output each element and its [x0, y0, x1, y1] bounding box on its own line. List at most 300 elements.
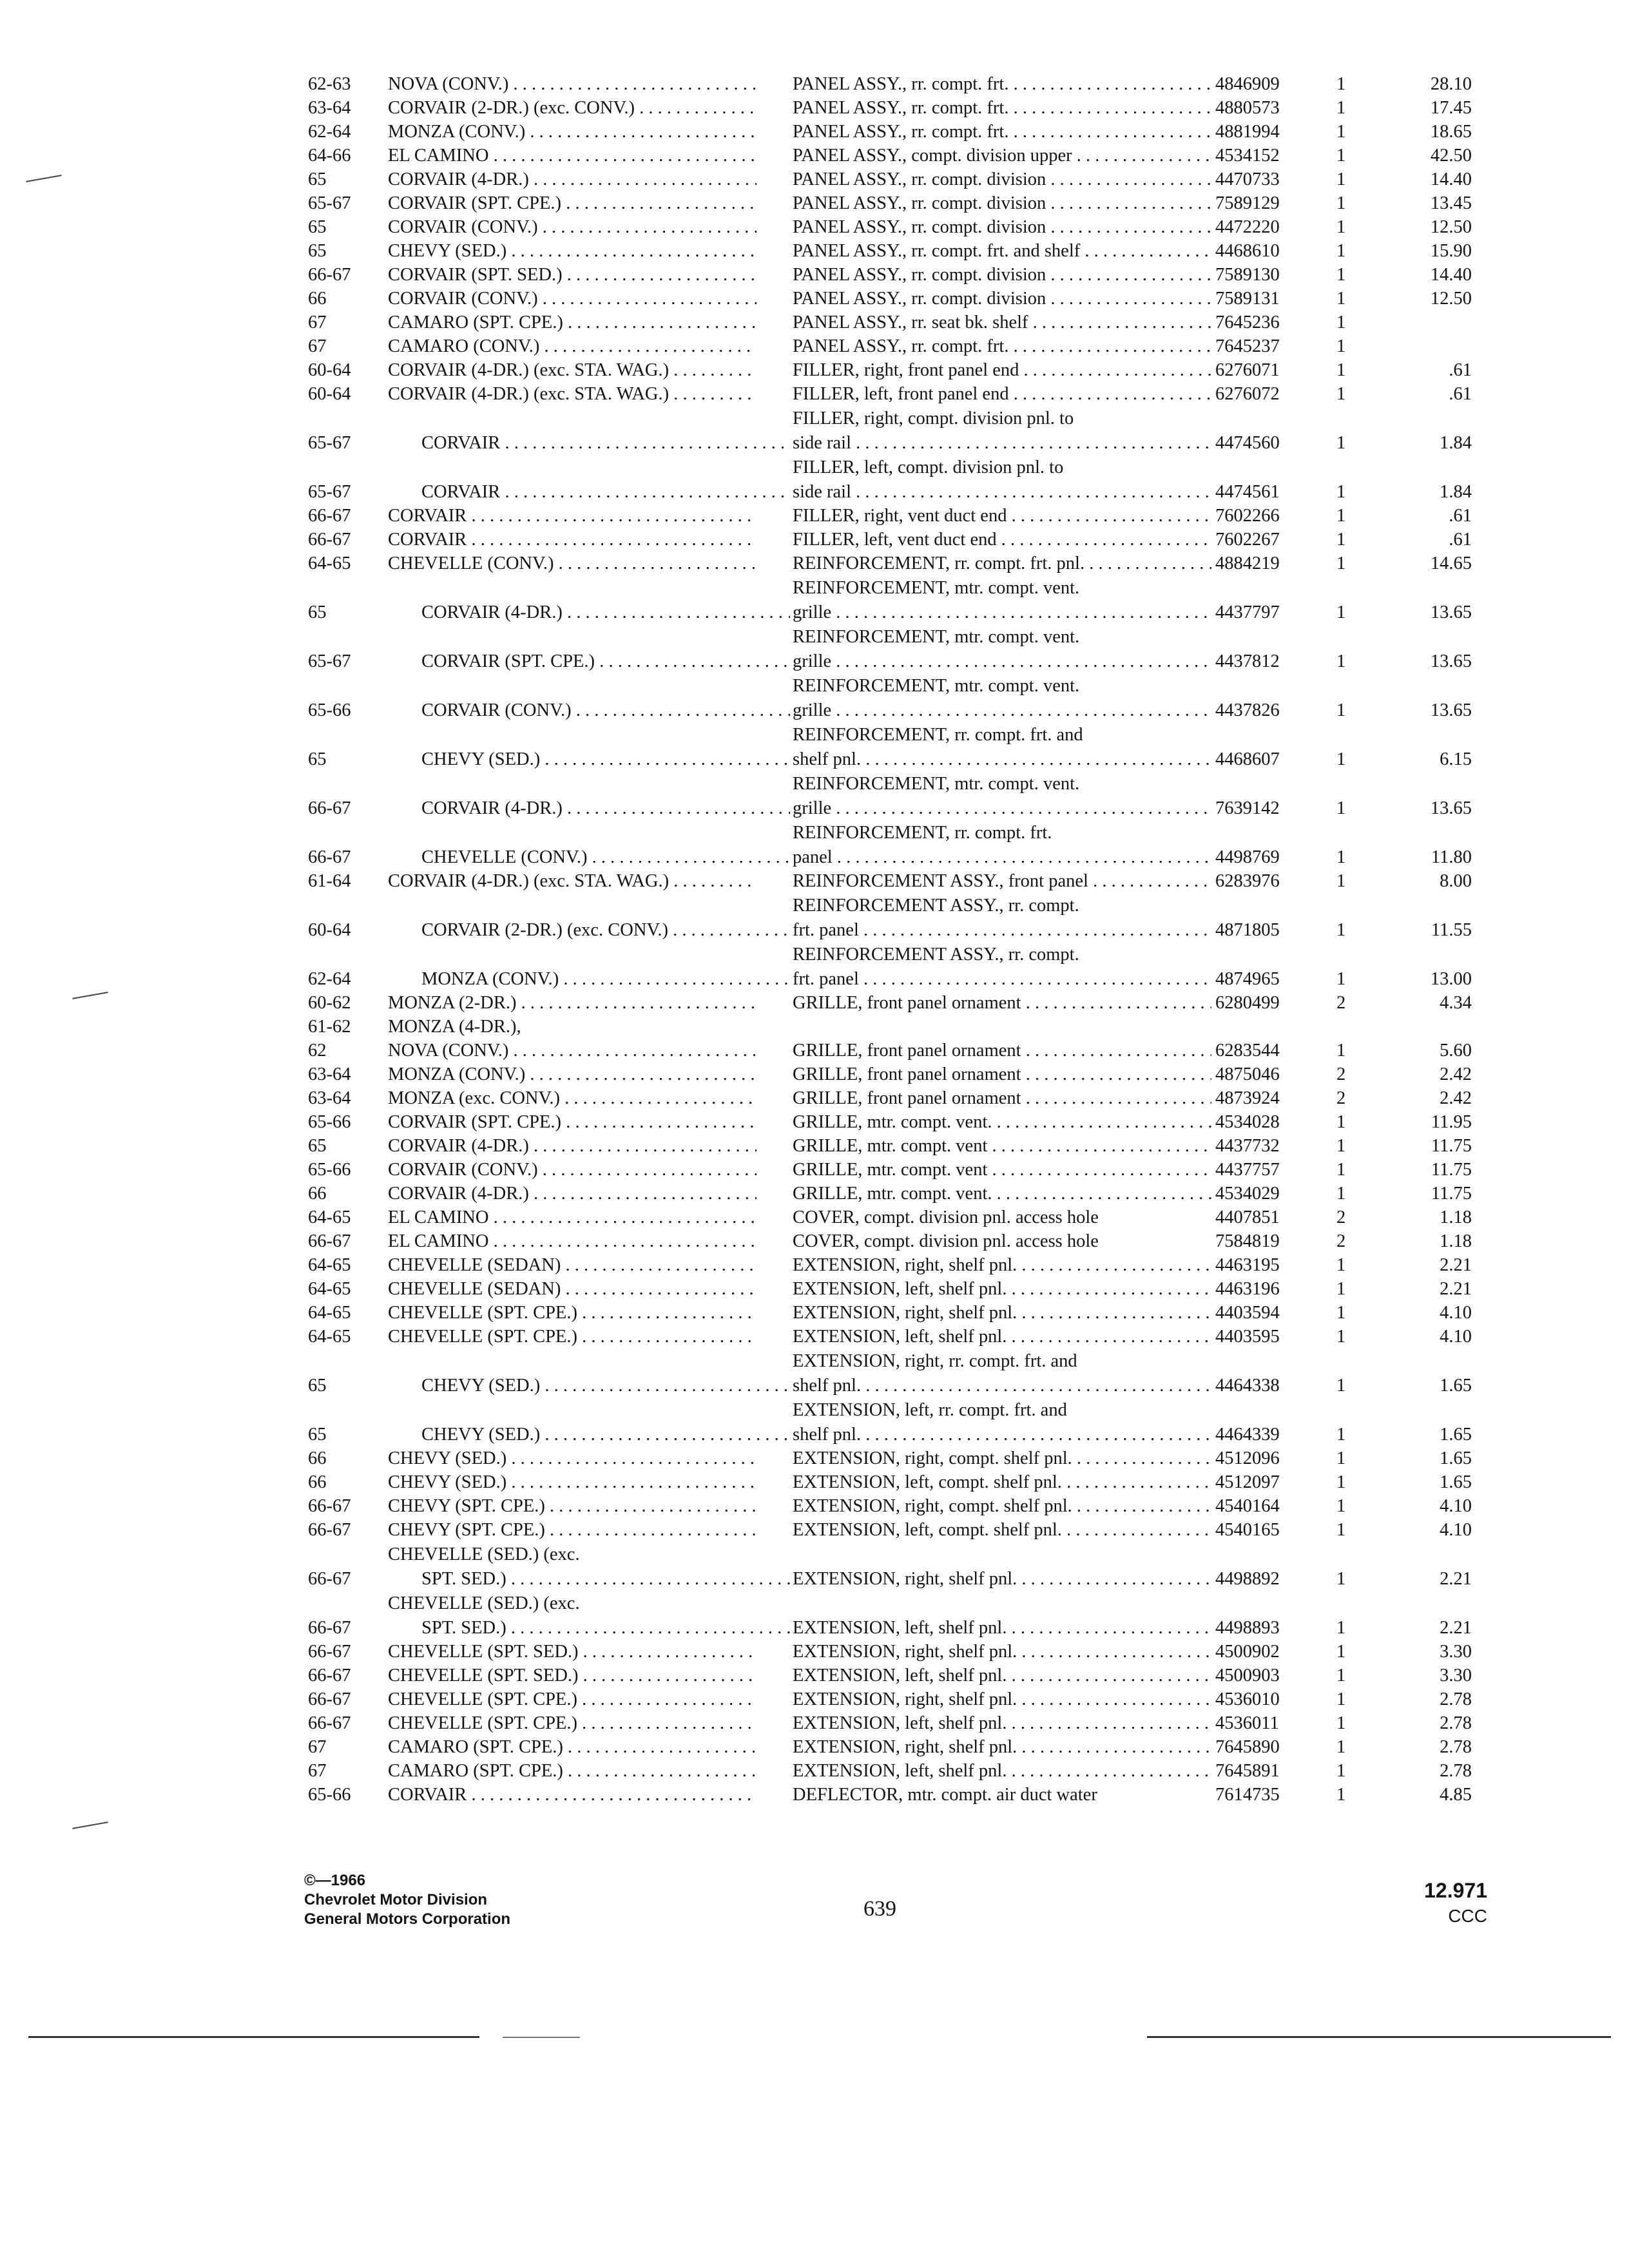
description-cell: side rail . . .	[793, 482, 1211, 503]
quantity-cell: 1	[1336, 1448, 1346, 1468]
description-cell: side rail . . .	[793, 433, 1211, 454]
year-cell: 65-67	[308, 482, 351, 502]
description-cell-line1: REINFORCEMENT, mtr. compt. vent.	[793, 627, 1080, 647]
year-cell: 65	[308, 749, 327, 769]
table-row	[308, 504, 1519, 528]
part-number-cell: 7645236	[1215, 312, 1280, 332]
description-cell: GRILLE, mtr. compt. vent. . . .	[793, 1112, 1211, 1133]
quantity-cell: 1	[1336, 1761, 1346, 1781]
part-number-cell: 7589130	[1215, 265, 1280, 285]
table-row	[308, 382, 1519, 406]
part-number-cell: 4437826	[1215, 700, 1280, 720]
model-cell: CHEVY (SED.) . . .	[421, 1425, 790, 1445]
year-cell: 66-67	[308, 1496, 351, 1516]
model-cell: CHEVELLE (SPT. CPE.) . . .	[388, 1327, 757, 1347]
description-cell: EXTENSION, right, shelf pnl. . . .	[793, 1642, 1211, 1662]
price-cell: .61	[1449, 530, 1472, 550]
quantity-cell: 1	[1336, 146, 1346, 166]
model-cell: CHEVELLE (CONV.) . . .	[421, 847, 790, 868]
table-row	[308, 1687, 1519, 1711]
model-cell: CORVAIR . . .	[388, 506, 757, 526]
model-cell: CORVAIR . . .	[388, 1785, 757, 1805]
part-number-cell: 7589131	[1215, 289, 1280, 309]
model-cell: CORVAIR (4-DR.) . . .	[388, 169, 757, 190]
year-cell: 66-67	[308, 530, 351, 550]
year-cell: 66-67	[308, 847, 351, 867]
table-row	[308, 358, 1519, 382]
description-cell: EXTENSION, left, shelf pnl. . . .	[793, 1761, 1211, 1782]
part-number-cell: 4540165	[1215, 1520, 1280, 1540]
table-row	[308, 1494, 1519, 1518]
quantity-cell: 1	[1336, 193, 1346, 213]
part-number-cell: 4871805	[1215, 920, 1280, 940]
price-cell: 14.40	[1430, 265, 1472, 285]
year-cell: 66-67	[308, 506, 351, 526]
part-number-cell: 4437812	[1215, 651, 1280, 671]
year-cell: 66	[308, 1184, 327, 1204]
table-row	[308, 1158, 1519, 1182]
model-cell: CAMARO (CONV.) . . .	[388, 336, 757, 357]
quantity-cell: 1	[1336, 602, 1346, 622]
year-cell: 64-65	[308, 1279, 351, 1299]
year-cell: 60-64	[308, 360, 351, 380]
year-cell: 61-62	[308, 1017, 351, 1037]
price-cell: .61	[1449, 506, 1472, 526]
part-number-cell: 4407851	[1215, 1207, 1280, 1227]
year-cell: 64-65	[308, 553, 351, 573]
part-number-cell: 4500902	[1215, 1642, 1280, 1662]
model-cell: CAMARO (SPT. CPE.) . . .	[388, 312, 757, 333]
description-cell: EXTENSION, left, shelf pnl. . . .	[793, 1666, 1211, 1686]
price-cell: 2.78	[1440, 1689, 1472, 1709]
model-cell: CHEVY (SED.) . . .	[388, 1448, 757, 1469]
description-cell: PANEL ASSY., rr. compt. frt. . . .	[793, 122, 1211, 142]
price-cell: 11.75	[1431, 1184, 1472, 1204]
description-cell: GRILLE, mtr. compt. vent . . .	[793, 1136, 1211, 1157]
price-cell: 12.50	[1430, 217, 1472, 237]
price-cell: 4.85	[1440, 1785, 1472, 1805]
model-cell: CHEVELLE (SPT. SED.) . . .	[388, 1642, 757, 1662]
price-cell: 2.21	[1440, 1255, 1472, 1275]
price-cell: 2.21	[1440, 1569, 1472, 1589]
table-row	[308, 311, 1519, 334]
description-cell: PANEL ASSY., rr. seat bk. shelf . . .	[793, 312, 1211, 333]
page-number: 639	[863, 1897, 896, 1921]
table-row	[308, 575, 1519, 624]
price-cell: 2.42	[1440, 1064, 1472, 1084]
description-cell-line1: REINFORCEMENT, mtr. compt. vent.	[793, 578, 1080, 598]
table-row	[308, 287, 1519, 311]
table-row	[308, 215, 1519, 239]
price-cell: 2.78	[1440, 1713, 1472, 1733]
year-cell: 62-63	[308, 74, 351, 94]
price-cell: 17.45	[1430, 98, 1472, 118]
quantity-cell: 1	[1336, 1737, 1346, 1757]
price-cell: 4.10	[1440, 1520, 1472, 1540]
model-cell: CORVAIR (CONV.) . . .	[388, 1160, 757, 1180]
description-cell-line1: FILLER, left, compt. division pnl. to	[793, 457, 1064, 477]
quantity-cell: 1	[1336, 1689, 1346, 1709]
price-cell: 11.55	[1431, 920, 1472, 940]
price-cell: 11.95	[1431, 1112, 1472, 1132]
quantity-cell: 1	[1336, 98, 1346, 118]
year-cell: 65-67	[308, 193, 351, 213]
table-row	[308, 820, 1519, 869]
table-row	[308, 1301, 1519, 1325]
part-number-cell: 4474560	[1215, 433, 1280, 453]
model-cell: EL CAMINO . . .	[388, 1207, 757, 1228]
price-cell: 28.10	[1430, 74, 1472, 94]
quantity-cell: 2	[1336, 993, 1346, 1013]
table-row	[308, 168, 1519, 191]
part-number-cell: 4512096	[1215, 1448, 1280, 1468]
price-cell: 1.18	[1440, 1207, 1472, 1227]
year-cell: 65-66	[308, 1112, 351, 1132]
model-cell: CHEVY (SED.) . . .	[388, 241, 757, 262]
table-row	[308, 1134, 1519, 1158]
table-row	[308, 1398, 1519, 1446]
price-cell: 13.65	[1430, 651, 1472, 671]
price-cell: 2.21	[1440, 1618, 1472, 1638]
table-row	[308, 1735, 1519, 1759]
part-number-cell: 4472220	[1215, 217, 1280, 237]
scan-rule-left	[28, 2036, 479, 2038]
year-cell: 66-67	[308, 265, 351, 285]
description-cell: EXTENSION, right, compt. shelf pnl. . . .	[793, 1448, 1211, 1469]
part-number-cell: 7614735	[1215, 1785, 1280, 1805]
price-cell: 8.00	[1440, 871, 1472, 891]
year-cell: 67	[308, 312, 327, 332]
part-number-cell: 4463196	[1215, 1279, 1280, 1299]
model-cell: SPT. SED.) . . .	[421, 1569, 790, 1590]
year-cell: 65	[308, 1425, 327, 1445]
table-row	[308, 1229, 1519, 1253]
year-cell: 65-67	[308, 433, 351, 453]
quantity-cell: 1	[1336, 384, 1346, 404]
description-cell: grille . . .	[793, 651, 1211, 672]
table-row	[308, 1711, 1519, 1735]
year-cell: 65	[308, 602, 327, 622]
part-number-cell: 6283544	[1215, 1041, 1280, 1061]
model-cell: NOVA (CONV.) . . .	[388, 1041, 757, 1061]
year-cell: 64-65	[308, 1327, 351, 1347]
price-cell: 42.50	[1430, 146, 1472, 166]
description-cell-line1: REINFORCEMENT ASSY., rr. compt.	[793, 945, 1079, 965]
year-cell: 66-67	[308, 1642, 351, 1662]
description-cell: GRILLE, front panel ornament . . .	[793, 1088, 1211, 1109]
quantity-cell: 1	[1336, 241, 1346, 261]
quantity-cell: 1	[1336, 749, 1346, 769]
part-number-cell: 4534029	[1215, 1184, 1280, 1204]
year-cell: 66	[308, 289, 327, 309]
table-row	[308, 893, 1519, 942]
part-number-cell: 4437757	[1215, 1160, 1280, 1180]
part-number-cell: 4463195	[1215, 1255, 1280, 1275]
part-number-cell: 7602267	[1215, 530, 1280, 550]
price-cell: 15.90	[1430, 241, 1472, 261]
price-cell: 1.18	[1440, 1231, 1472, 1251]
model-cell: CHEVY (SED.) . . .	[421, 749, 790, 770]
description-cell: EXTENSION, right, shelf pnl. . . .	[793, 1689, 1211, 1710]
model-cell-line1: CHEVELLE (SED.) (exc.	[388, 1544, 580, 1564]
year-cell: 65-66	[308, 1160, 351, 1180]
corporation-name: General Motors Corporation	[304, 1910, 511, 1928]
part-number-cell: 6283976	[1215, 871, 1280, 891]
quantity-cell: 1	[1336, 1184, 1346, 1204]
model-cell: CHEVELLE (SPT. CPE.) . . .	[388, 1303, 757, 1323]
year-cell: 64-66	[308, 146, 351, 166]
description-cell: EXTENSION, left, compt. shelf pnl. . . .	[793, 1520, 1211, 1541]
description-cell: FILLER, right, vent duct end . . .	[793, 506, 1211, 526]
quantity-cell: 1	[1336, 798, 1346, 818]
table-row	[308, 72, 1519, 96]
scan-rule-mid	[503, 2037, 580, 2038]
description-cell: PANEL ASSY., rr. compt. frt. . . .	[793, 336, 1211, 357]
model-cell: CHEVELLE (SEDAN) . . .	[388, 1279, 757, 1300]
description-cell: PANEL ASSY., rr. compt. frt. and shelf . . .	[793, 241, 1211, 262]
year-cell: 63-64	[308, 1064, 351, 1084]
part-number-cell: 7639142	[1215, 798, 1280, 818]
year-cell: 62-64	[308, 969, 351, 989]
price-cell: 4.10	[1440, 1303, 1472, 1323]
table-row	[308, 1349, 1519, 1398]
price-cell: 6.15	[1440, 749, 1472, 769]
description-cell: shelf pnl. . . .	[793, 1376, 1211, 1396]
quantity-cell: 1	[1336, 433, 1346, 453]
table-row	[308, 1277, 1519, 1301]
model-cell: CORVAIR (CONV.) . . .	[421, 700, 790, 721]
part-number-cell: 4468610	[1215, 241, 1280, 261]
table-row	[308, 1062, 1519, 1086]
quantity-cell: 1	[1336, 1713, 1346, 1733]
year-cell: 62-64	[308, 122, 351, 142]
year-cell: 65	[308, 1376, 327, 1396]
part-number-cell: 6276071	[1215, 360, 1280, 380]
table-row	[308, 1182, 1519, 1206]
part-number-cell: 4880573	[1215, 98, 1280, 118]
description-cell: FILLER, left, front panel end . . .	[793, 384, 1211, 405]
margin-mark	[26, 175, 61, 182]
quantity-cell: 1	[1336, 553, 1346, 573]
part-number-cell: 4474561	[1215, 482, 1280, 502]
model-cell: CHEVELLE (SPT. SED.) . . .	[388, 1666, 757, 1686]
year-cell: 66	[308, 1472, 327, 1492]
part-number-cell: 4540164	[1215, 1496, 1280, 1516]
description-cell: DEFLECTOR, mtr. compt. air duct water	[793, 1785, 1097, 1805]
quantity-cell: 1	[1336, 1327, 1346, 1347]
description-cell: EXTENSION, left, shelf pnl. . . .	[793, 1713, 1211, 1734]
part-number-cell: 4498893	[1215, 1618, 1280, 1638]
price-cell: 2.78	[1440, 1737, 1472, 1757]
description-cell: PANEL ASSY., rr. compt. division . . .	[793, 217, 1211, 238]
price-cell: 18.65	[1430, 122, 1472, 142]
quantity-cell: 1	[1336, 1303, 1346, 1323]
model-cell: MONZA (4-DR.),	[388, 1017, 521, 1037]
year-cell: 60-64	[308, 920, 351, 940]
table-row	[308, 1253, 1519, 1277]
description-cell: FILLER, left, vent duct end . . .	[793, 530, 1211, 550]
price-cell: 2.78	[1440, 1761, 1472, 1781]
year-cell: 63-64	[308, 98, 351, 118]
table-row	[308, 1664, 1519, 1687]
model-cell: CORVAIR (4-DR.) . . .	[421, 602, 790, 623]
price-cell: 11.75	[1431, 1136, 1472, 1156]
part-number-cell: 7645237	[1215, 336, 1280, 356]
quantity-cell: 1	[1336, 1496, 1346, 1516]
table-row	[308, 263, 1519, 287]
description-cell: frt. panel . . .	[793, 969, 1211, 990]
table-row	[308, 1446, 1519, 1470]
quantity-cell: 1	[1336, 1112, 1346, 1132]
part-number-cell: 4470733	[1215, 169, 1280, 189]
description-cell-line1: EXTENSION, right, rr. compt. frt. and	[793, 1351, 1077, 1371]
price-cell: .61	[1449, 384, 1472, 404]
description-cell: EXTENSION, right, shelf pnl. . . .	[793, 1255, 1211, 1276]
part-number-cell: 4512097	[1215, 1472, 1280, 1492]
quantity-cell: 1	[1336, 217, 1346, 237]
quantity-cell: 1	[1336, 1425, 1346, 1445]
quantity-cell: 1	[1336, 1136, 1346, 1156]
model-cell: CORVAIR (4-DR.) . . .	[421, 798, 790, 819]
model-cell: CORVAIR (4-DR.) (exc. STA. WAG.) . . .	[388, 384, 757, 405]
quantity-cell: 2	[1336, 1064, 1346, 1084]
table-row	[308, 1110, 1519, 1134]
table-row	[308, 120, 1519, 144]
part-number-cell: 4884219	[1215, 553, 1280, 573]
description-cell: COVER, compt. division pnl. access hole	[793, 1231, 1099, 1251]
section-sub-code: CCC	[1448, 1906, 1487, 1926]
quantity-cell: 1	[1336, 122, 1346, 142]
year-cell: 63-64	[308, 1088, 351, 1108]
part-number-cell: 4468607	[1215, 749, 1280, 769]
model-cell: CORVAIR . . .	[421, 482, 790, 503]
description-cell: EXTENSION, left, shelf pnl. . . .	[793, 1279, 1211, 1300]
description-cell: REINFORCEMENT ASSY., front panel . . .	[793, 871, 1211, 892]
quantity-cell: 2	[1336, 1231, 1346, 1251]
quantity-cell: 1	[1336, 700, 1346, 720]
price-cell: 1.65	[1440, 1425, 1472, 1445]
quantity-cell: 1	[1336, 1472, 1346, 1492]
description-cell: PANEL ASSY., rr. compt. division . . .	[793, 193, 1211, 214]
description-cell: PANEL ASSY., compt. division upper . . .	[793, 146, 1211, 166]
description-cell: EXTENSION, left, shelf pnl. . . .	[793, 1327, 1211, 1347]
part-number-cell: 4500903	[1215, 1666, 1280, 1686]
description-cell: grille . . .	[793, 798, 1211, 819]
year-cell: 66-67	[308, 1231, 351, 1251]
quantity-cell: 1	[1336, 871, 1346, 891]
description-cell-line1: REINFORCEMENT, mtr. compt. vent.	[793, 774, 1080, 794]
scan-rule-right	[1147, 2036, 1611, 2038]
year-cell: 65-66	[308, 1785, 351, 1805]
parts-catalog-table	[308, 72, 1519, 1807]
part-number-cell: 4536010	[1215, 1689, 1280, 1709]
year-cell: 60-62	[308, 993, 351, 1013]
description-cell: GRILLE, front panel ornament . . .	[793, 1041, 1211, 1061]
part-number-cell: 4498769	[1215, 847, 1280, 867]
price-cell: 13.65	[1430, 798, 1472, 818]
model-cell: MONZA (exc. CONV.) . . .	[388, 1088, 757, 1109]
description-cell: PANEL ASSY., rr. compt. division . . .	[793, 169, 1211, 190]
description-cell-line1: FILLER, right, compt. division pnl. to	[793, 408, 1074, 428]
table-row	[308, 1591, 1519, 1640]
year-cell: 66	[308, 1448, 327, 1468]
description-cell: EXTENSION, right, shelf pnl. . . .	[793, 1569, 1211, 1590]
model-cell: MONZA (CONV.) . . .	[421, 969, 790, 990]
price-cell: 12.50	[1430, 289, 1472, 309]
description-cell: panel . . .	[793, 847, 1211, 868]
price-cell: 4.34	[1440, 993, 1472, 1013]
quantity-cell: 1	[1336, 1666, 1346, 1686]
part-number-cell: 4534152	[1215, 146, 1280, 166]
quantity-cell: 1	[1336, 169, 1346, 189]
year-cell: 61-64	[308, 871, 351, 891]
table-row	[308, 869, 1519, 893]
price-cell: 1.84	[1440, 482, 1472, 502]
model-cell: CORVAIR (4-DR.) . . .	[388, 1184, 757, 1204]
description-cell: EXTENSION, left, compt. shelf pnl. . . .	[793, 1472, 1211, 1493]
quantity-cell: 1	[1336, 530, 1346, 550]
quantity-cell: 1	[1336, 1255, 1346, 1275]
model-cell: CORVAIR (SPT. CPE.) . . .	[421, 651, 790, 672]
quantity-cell: 1	[1336, 1376, 1346, 1396]
quantity-cell: 1	[1336, 482, 1346, 502]
table-row	[308, 1518, 1519, 1542]
description-cell: FILLER, right, front panel end . . .	[793, 360, 1211, 381]
description-cell: PANEL ASSY., rr. compt. division . . .	[793, 265, 1211, 285]
part-number-cell: 7589129	[1215, 193, 1280, 213]
model-cell: CORVAIR (2-DR.) (exc. CONV.) . . .	[388, 98, 757, 119]
part-number-cell: 4403595	[1215, 1327, 1280, 1347]
model-cell: CORVAIR (SPT. CPE.) . . .	[388, 193, 757, 214]
description-cell: GRILLE, front panel ornament . . .	[793, 993, 1211, 1014]
model-cell: CORVAIR (SPT. CPE.) . . .	[388, 1112, 757, 1133]
quantity-cell: 1	[1336, 312, 1346, 332]
quantity-cell: 1	[1336, 289, 1346, 309]
year-cell: 66-67	[308, 1666, 351, 1686]
table-row	[308, 722, 1519, 771]
quantity-cell: 1	[1336, 651, 1346, 671]
model-cell: MONZA (2-DR.) . . .	[388, 993, 757, 1014]
table-row	[308, 624, 1519, 673]
model-cell: CORVAIR (4-DR.) (exc. STA. WAG.) . . .	[388, 360, 757, 381]
table-row	[308, 1640, 1519, 1664]
part-number-cell: 7602266	[1215, 506, 1280, 526]
description-cell: EXTENSION, right, shelf pnl. . . .	[793, 1737, 1211, 1758]
description-cell: frt. panel . . .	[793, 920, 1211, 941]
table-row	[308, 1039, 1519, 1062]
part-number-cell: 6280499	[1215, 993, 1280, 1013]
table-row	[308, 1470, 1519, 1494]
description-cell-line1: REINFORCEMENT, rr. compt. frt.	[793, 823, 1052, 843]
model-cell: CHEVY (SED.) . . .	[421, 1376, 790, 1396]
quantity-cell: 1	[1336, 265, 1346, 285]
quantity-cell: 1	[1336, 920, 1346, 940]
quantity-cell: 1	[1336, 847, 1346, 867]
table-row	[308, 1542, 1519, 1591]
price-cell: 1.84	[1440, 433, 1472, 453]
table-row	[308, 528, 1519, 552]
year-cell: 67	[308, 1761, 327, 1781]
quantity-cell: 1	[1336, 1279, 1346, 1299]
price-cell: 14.40	[1430, 169, 1472, 189]
quantity-cell: 1	[1336, 1642, 1346, 1662]
table-row	[308, 552, 1519, 575]
table-row	[308, 239, 1519, 263]
table-row	[308, 1015, 1519, 1039]
model-cell: CORVAIR (2-DR.) (exc. CONV.) . . .	[421, 920, 790, 941]
price-cell: 13.45	[1430, 193, 1472, 213]
year-cell: 65	[308, 241, 327, 261]
